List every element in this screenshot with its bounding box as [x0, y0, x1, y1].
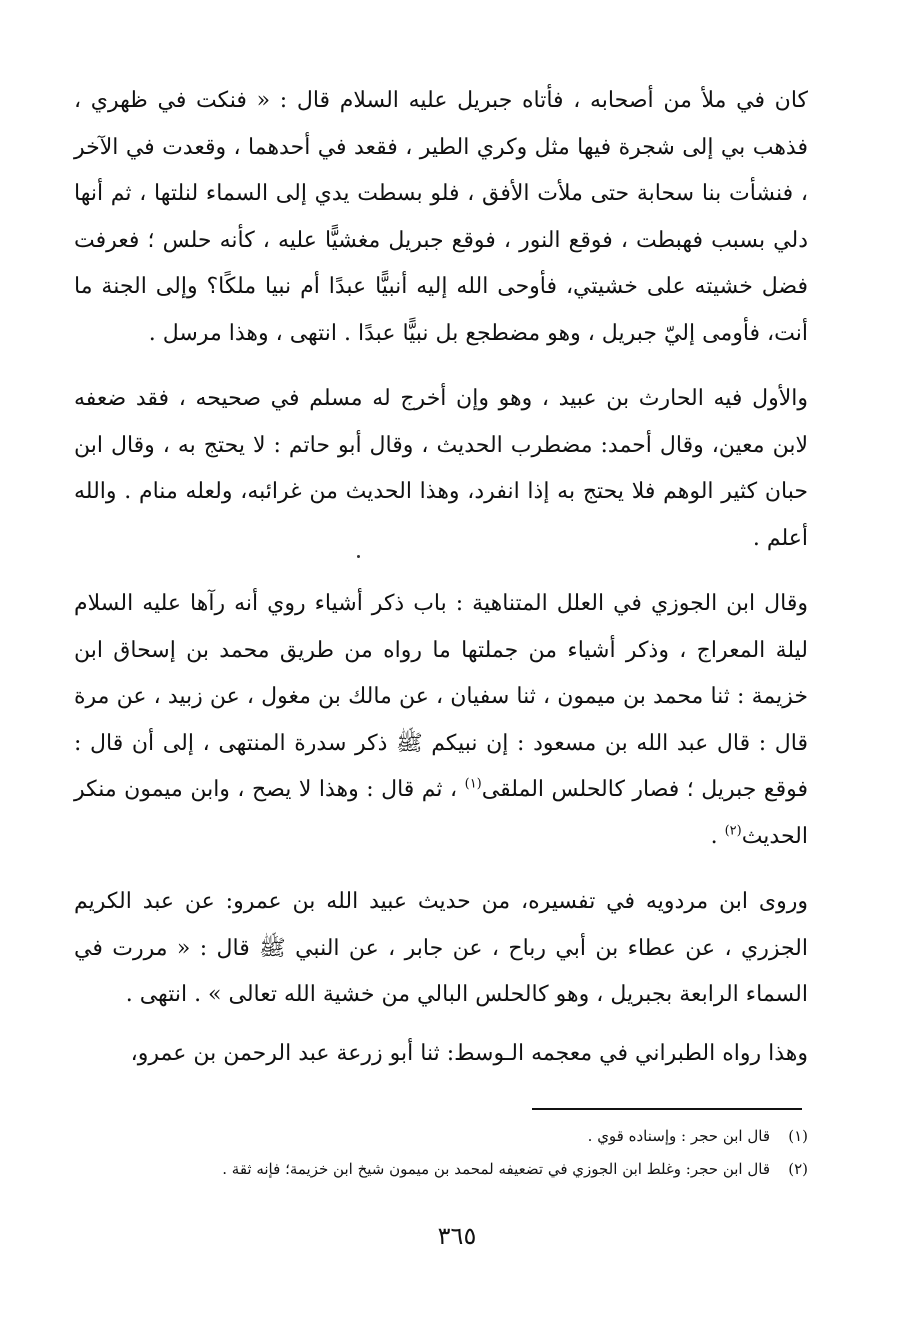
- paragraph: [74, 581, 808, 860]
- page-body: [74, 78, 808, 1077]
- paragraph: وهذا رواه الطبراني في معجمه الـوسط: ثنا أبو زرعة عبد الرحمن بن عمرو،: [130, 1040, 808, 1066]
- page-number: ٣٦٥: [437, 1222, 477, 1250]
- footnotes: [74, 1120, 808, 1186]
- footnote-text: قال ابن حجر : وإسناده قوي .: [587, 1127, 770, 1145]
- paragraph-text: ، ثم قال : وهذا لا يصح ، وابن ميمون منكر الحديث: [74, 777, 808, 849]
- footnote-text: قال ابن حجر: وغلط ابن الجوزي في تضعيفه لمحمد بن ميمون شيخ ابن خزيمة؛ فإنه ثقة .: [222, 1160, 770, 1178]
- footnote-ref[interactable]: (٢): [724, 823, 742, 839]
- footnote-item: [74, 1120, 808, 1153]
- paragraph: وروى ابن مردويه في تفسيره، من حديث عبيد الله بن عمرو: عن عبد الكريم الجزري ، عن عطاء بن أبي رباح ، عن جابر ، عن النبي ﷺ قال : « مررت في السماء الرابعة بجبريل ، وهو كالحلس البالي من خشية الله تعالى » . انتهى .: [74, 889, 808, 1007]
- footnote-number: (١): [788, 1127, 808, 1145]
- footnote-ref[interactable]: (١): [464, 776, 482, 792]
- footnote-item: [74, 1153, 808, 1186]
- paragraph: والأول فيه الحارث بن عبيد ، وهو وإن أخرج له مسلم في صحيحه ، فقد ضعفه لابن معين، وقال أحمد: مضطرب الحديث ، وقال أبو حاتم : لا يحتج به ، وقال ابن حبان كثير الوهم فلا يحتج به إذا انفرد، وهذا الحديث من غرائبه، ولعله منام . والله أعلم .: [74, 386, 808, 551]
- stray-mark: [357, 555, 360, 558]
- footnote-separator: [532, 1108, 802, 1110]
- paragraph-text: .: [710, 823, 725, 849]
- footnote-number: (٢): [788, 1160, 808, 1178]
- paragraph-text: وقال ابن الجوزي في العلل المتناهية : باب ذكر أشياء روي أنه رآها عليه السلام ليلة المعراج ، وذكر أشياء من جملتها ما رواه من طريق محمد بن إسحاق ابن خزيمة : ثنا محمد بن ميمون ، ثنا سفيان ، عن مالك بن مغول ، عن زبيد ، عن مرة قال : قال عبد الله بن مسعود : إن نبيكم ﷺ ذكر سدرة المنتهى ، إلى أن قال : فوقع جبريل ؛ فصار كالحلس الملقى: [74, 591, 808, 802]
- paragraph: كان في ملأ من أصحابه ، فأتاه جبريل عليه السلام قال : « فنكت في ظهري ، فذهب بي إلى شجرة فيها مثل وكري الطير ، فقعد في أحدهما ، وقعدت في الآخر ، فنشأت بنا سحابة حتى ملأت الأفق ، فلو بسطت يدي إلى السماء لنلتها ، ثم أنها دلي بسبب فهبطت ، فوقع النور ، فوقع جبريل مغشيًّا عليه ، كأنه حلس ؛ فعرفت فضل خشيته على خشيتي، فأوحى الله إليه أنبيًّا عبدًا أم نبيا ملكًا؟ وإلى الجنة ما أنت، فأومى إليّ جبريل ، وهو مضطجع بل نبيًّا عبدًا . انتهى ، وهذا مرسل .: [74, 88, 809, 346]
